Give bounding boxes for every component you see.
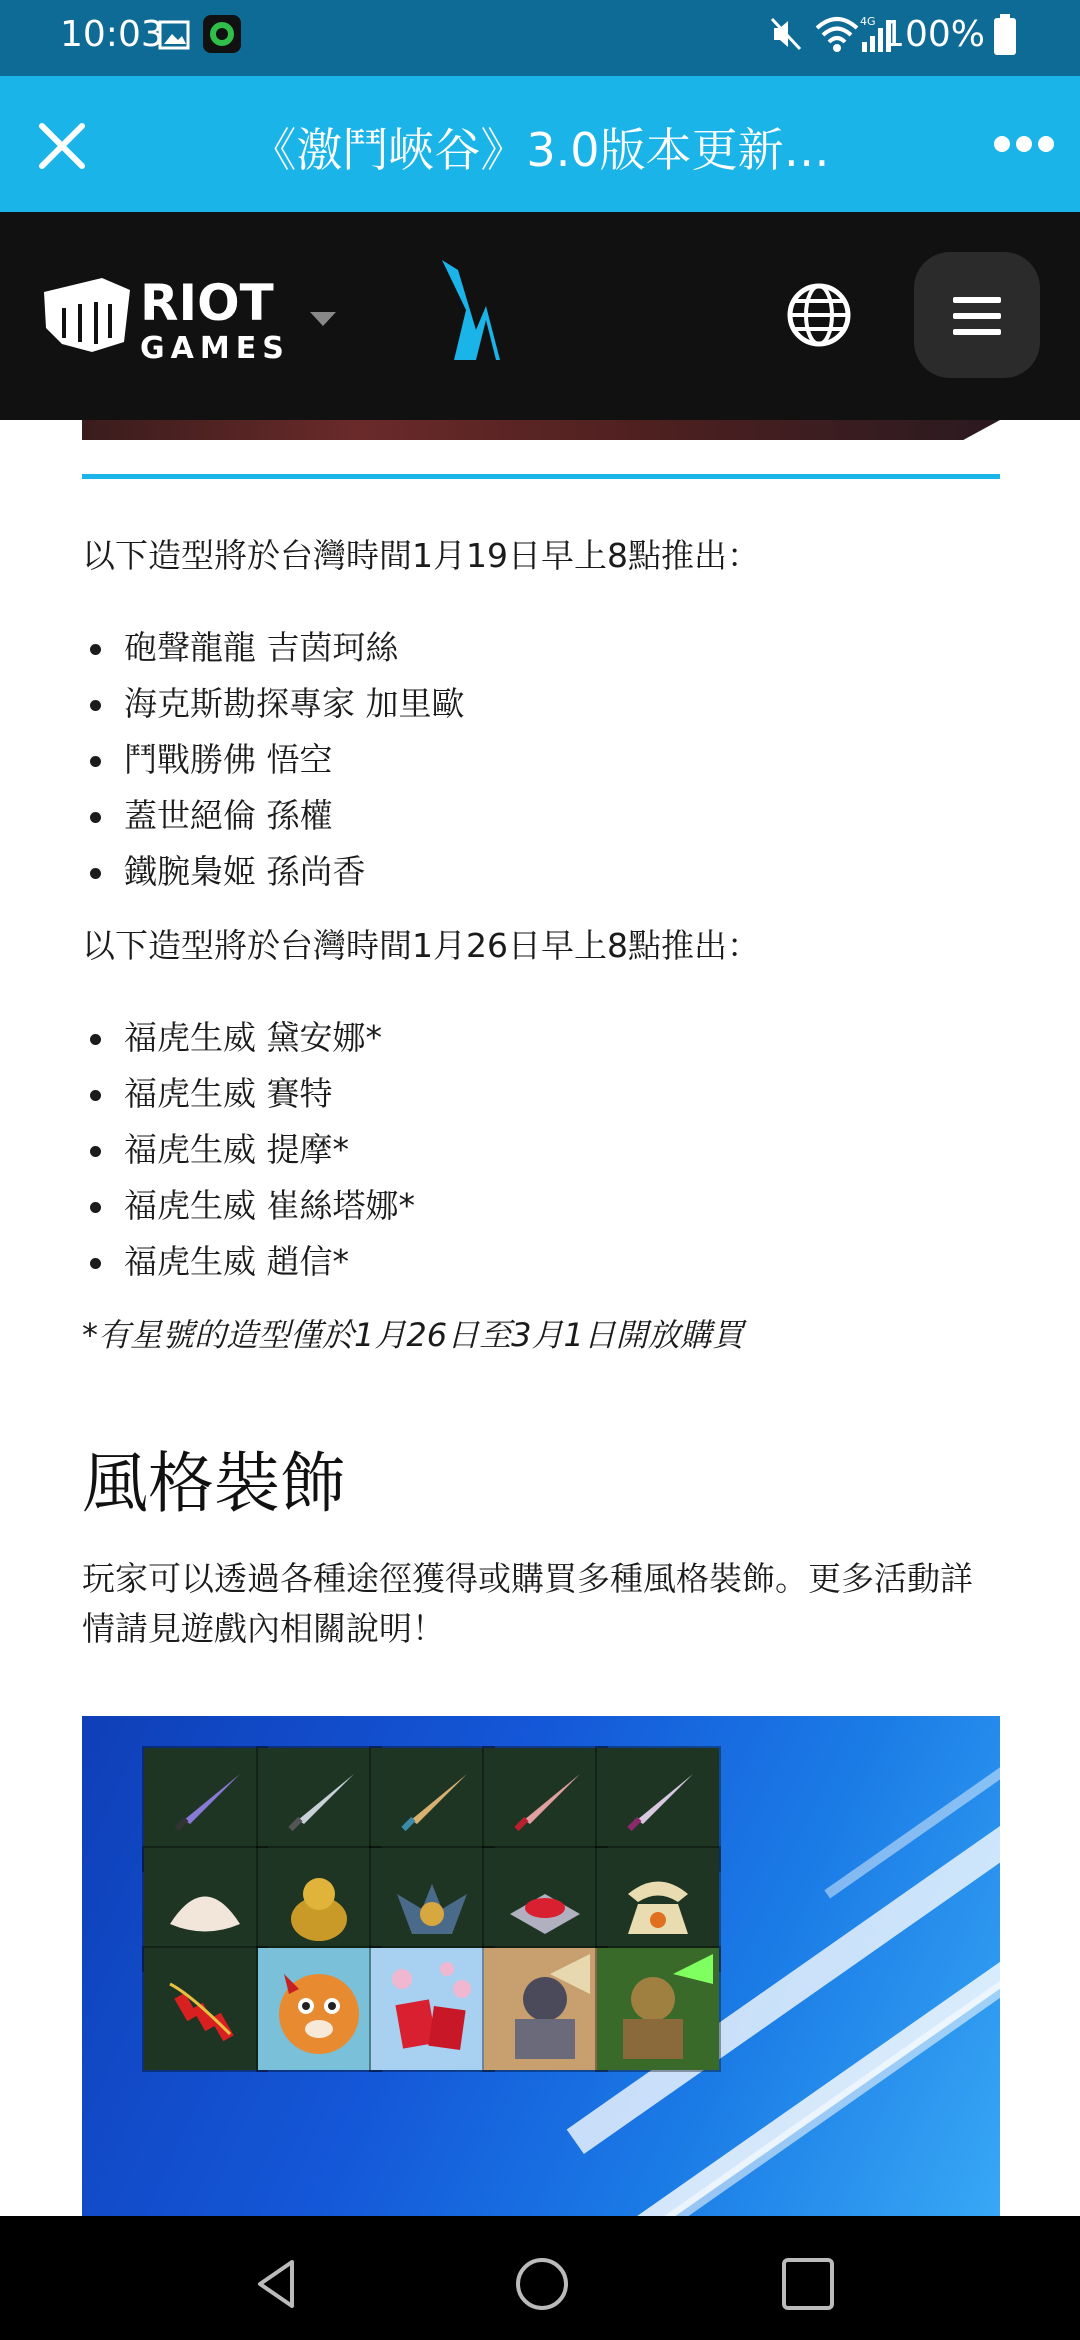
asterisk-note: *有星號的造型僅於1月26日至3月1日開放購買 xyxy=(82,1316,744,1354)
app-bar xyxy=(0,76,1080,212)
list-item: 鬥戰勝佛 悟空 xyxy=(82,732,982,788)
home-icon[interactable] xyxy=(512,2254,572,2314)
champion-portrait-icon xyxy=(597,1948,719,2070)
cosmetics-image xyxy=(82,1716,1000,2216)
wifi-icon xyxy=(815,14,859,54)
riot-fist-icon xyxy=(44,278,130,352)
battery-percentage: 100% xyxy=(882,14,985,55)
list-item: 福虎生威 趙信* xyxy=(82,1234,982,1290)
list-item: 福虎生威 黛安娜* xyxy=(82,1010,982,1066)
svg-text:GAMES: GAMES xyxy=(140,331,290,364)
list-item: 福虎生威 崔絲塔娜* xyxy=(82,1178,982,1234)
close-icon[interactable] xyxy=(36,120,88,172)
mute-icon xyxy=(770,16,804,52)
list-item: 福虎生威 提摩* xyxy=(82,1122,982,1178)
list-item: 鐵腕梟姬 孫尚香 xyxy=(82,844,982,900)
chevron-down-icon[interactable] xyxy=(308,310,338,328)
section-divider xyxy=(82,474,1000,479)
skin-list-1 xyxy=(82,620,982,900)
system-nav-bar xyxy=(0,2216,1080,2340)
riot-header xyxy=(0,212,1080,420)
back-icon[interactable] xyxy=(250,2256,306,2312)
menu-icon-bar xyxy=(953,313,1001,319)
status-bar xyxy=(0,0,1080,76)
menu-icon-bar xyxy=(953,329,1001,335)
gallery-icon xyxy=(158,18,192,52)
section-paragraph: 玩家可以透過各種途徑獲得或購買多種風格裝飾。更多活動詳情請見遊戲內相關說明！ xyxy=(82,1559,973,1648)
globe-icon[interactable] xyxy=(786,282,852,348)
more-icon[interactable] xyxy=(992,132,1056,156)
release-intro-2: 以下造型將於台灣時間1月26日早上8點推出： xyxy=(82,926,760,965)
svg-text:RIOT: RIOT xyxy=(140,274,274,332)
list-item: 海克斯勘探專家 加里歐 xyxy=(82,676,982,732)
menu-button[interactable] xyxy=(914,252,1040,378)
list-item: 福虎生威 賽特 xyxy=(82,1066,982,1122)
banner-image-edge xyxy=(82,420,1000,440)
svg-text:4G: 4G xyxy=(860,15,876,28)
firecracker-icon xyxy=(144,1948,266,2070)
tiger-icon xyxy=(258,1948,380,2070)
battery-icon xyxy=(993,14,1017,56)
menu-icon xyxy=(953,297,1001,303)
app-notification-icon xyxy=(202,14,242,54)
list-item: 蓋世絕倫 孫權 xyxy=(82,788,982,844)
page-title: 《激鬥峽谷》3.0版本更新… xyxy=(250,123,830,177)
recents-icon[interactable] xyxy=(780,2256,836,2312)
skin-list-2 xyxy=(82,1010,982,1290)
champion-portrait-icon xyxy=(484,1948,606,2070)
lor-logo-icon[interactable] xyxy=(436,260,500,364)
list-item: 砲聲龍龍 吉茵珂絲 xyxy=(82,620,982,676)
status-time: 10:03 xyxy=(60,14,164,55)
release-intro-1: 以下造型將於台灣時間1月19日早上8點推出： xyxy=(82,536,760,575)
red-envelope-icon xyxy=(371,1948,493,2070)
section-heading: 風格裝飾 xyxy=(82,1445,346,1522)
